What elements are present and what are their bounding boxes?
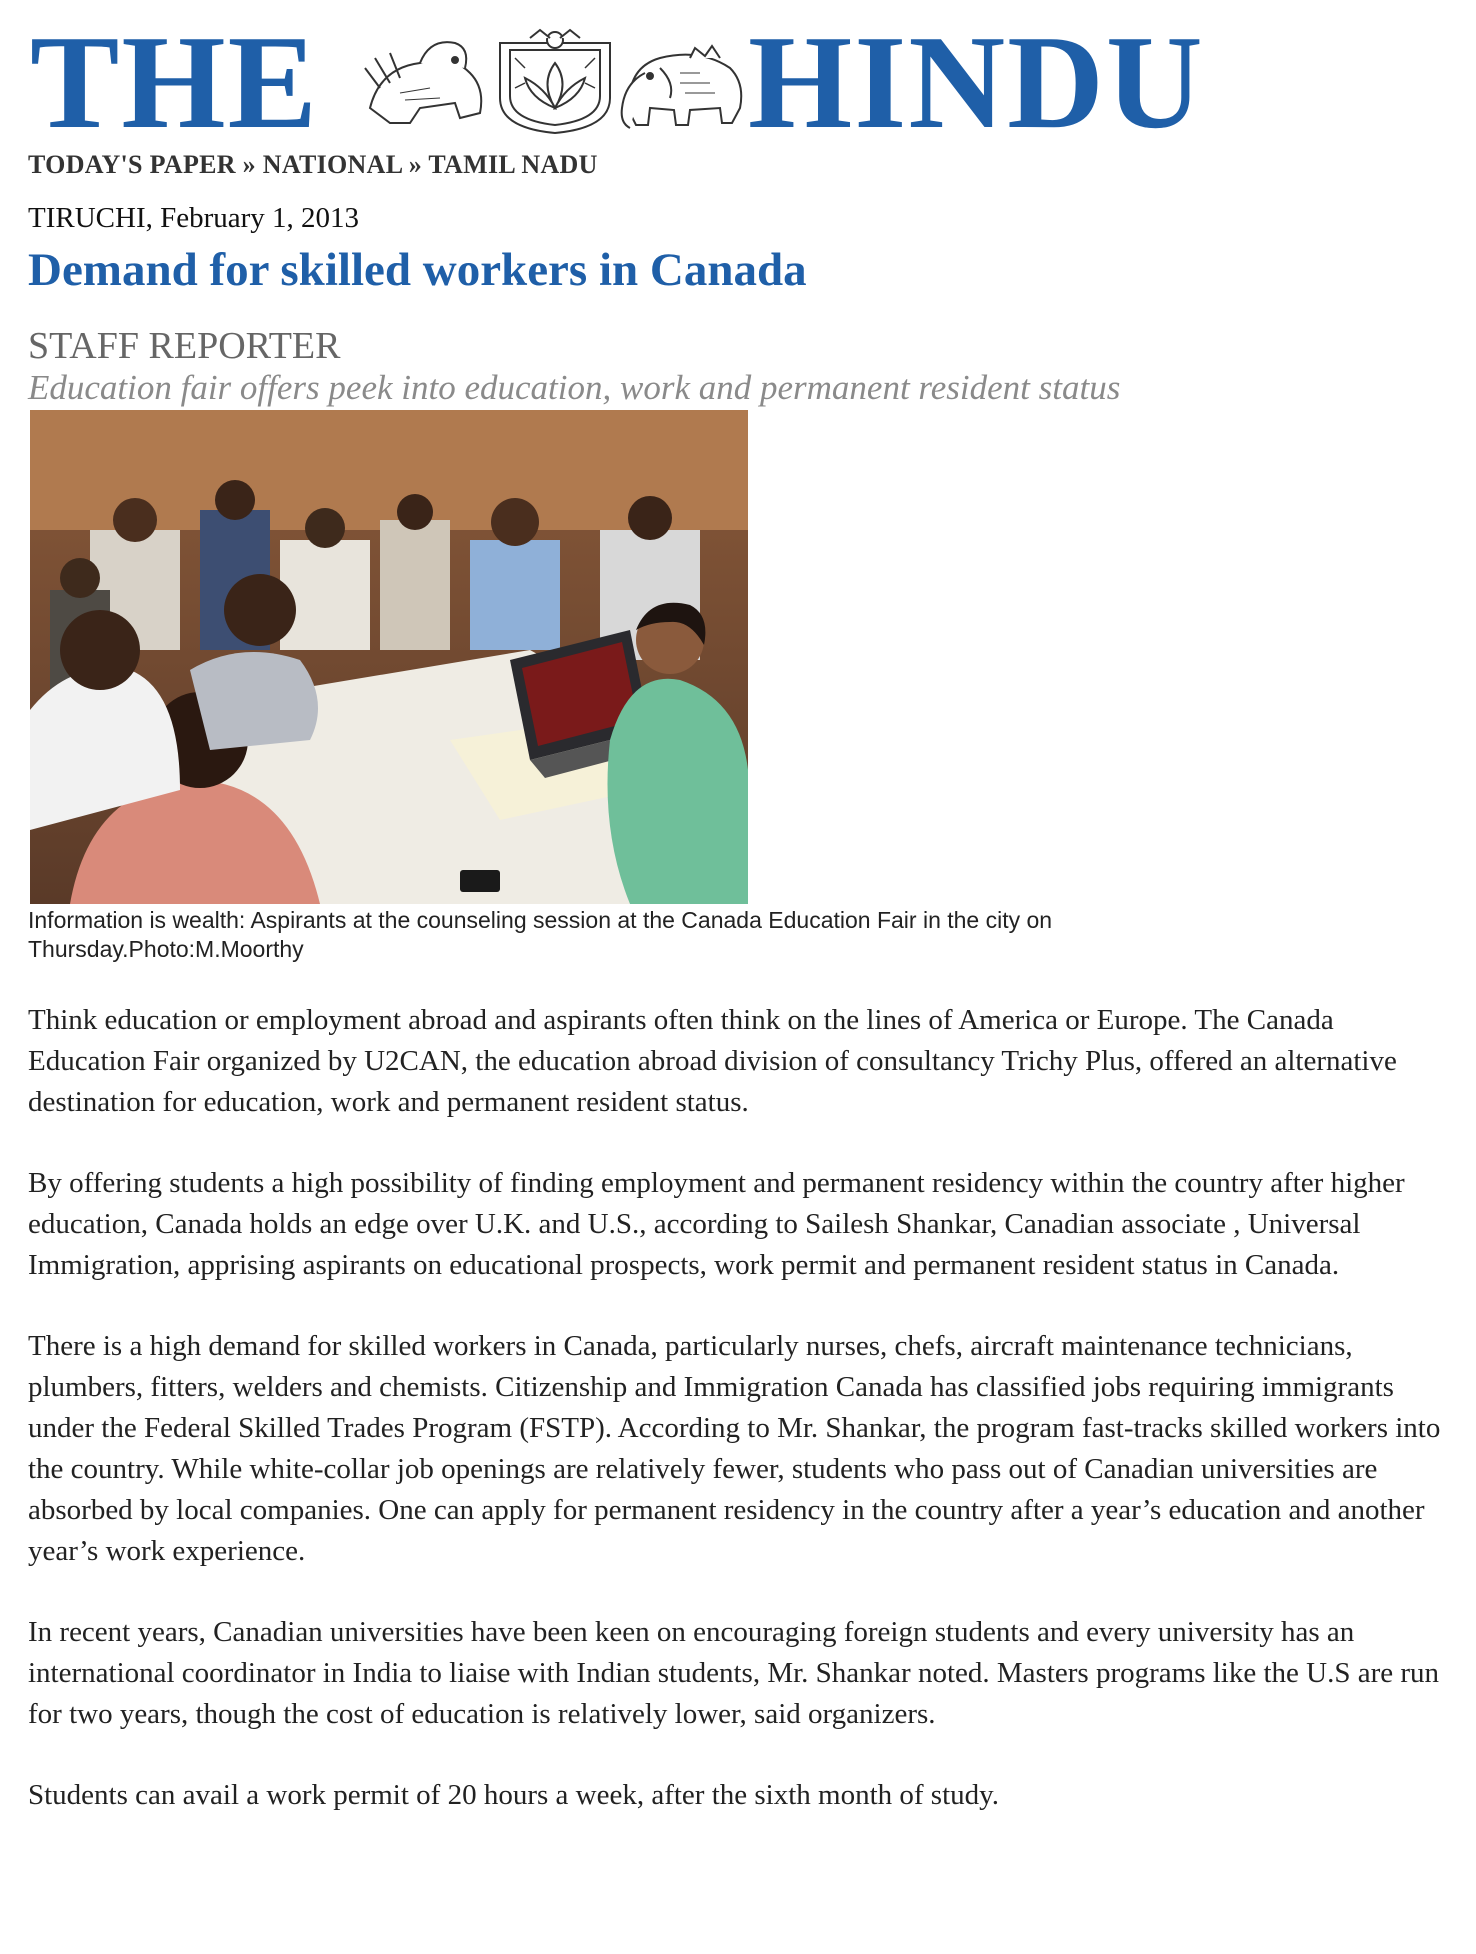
masthead-hindu: HINDU <box>748 8 1205 156</box>
photo-caption: Information is wealth: Aspirants at the counseling session at the Canada Education Fair in the city on Thursday.Photo:M.Moorthy <box>28 907 1053 962</box>
masthead-the: THE <box>30 8 319 156</box>
dateline: TIRUCHI, February 1, 2013 <box>28 202 360 234</box>
article-paragraph: There is a high demand for skilled workers in Canada, particularly nurses, chefs, aircraft maintenance technicians, plumbers, fitters, welders and chemists. Citizenship and Immigration Canada has classified jobs requiring immigrants under the Federal Skilled Trades Program (FSTP). According to Mr. Shankar, the program fast-tracks skilled workers into the country. While white-collar job openings are relatively fewer, students who pass out of Canadian universities are absorbed by local companies. One can apply for permanent residency in the country after a year’s education and another year’s work experience. <box>28 1330 1441 1567</box>
article-headline: Demand for skilled workers in Canada <box>28 244 807 296</box>
article-paragraph: By offering students a high possibility of finding employment and permanent residency within the country after higher education, Canada holds an edge over U.K. and U.S., according to Sailesh Shankar, Canadian associate , Universal Immigration, apprising aspirants on educational prospects, work permit and permanent resident status in Canada. <box>28 1167 1405 1281</box>
article-body <box>28 1000 1448 1856</box>
article-photo <box>30 410 748 904</box>
standfirst: Education fair offers peek into education, work and permanent resident status <box>28 368 1121 407</box>
masthead <box>30 8 1230 156</box>
counseling-session-photo-icon <box>30 410 748 904</box>
byline: STAFF REPORTER <box>28 325 341 367</box>
breadcrumb[interactable]: TODAY'S PAPER » NATIONAL » TAMIL NADU <box>28 150 598 179</box>
lion-lotus-elephant-emblem-icon <box>360 28 750 138</box>
article-paragraph: Think education or employment abroad and aspirants often think on the lines of America or Europe. The Canada Education Fair organized by U2CAN, the education abroad division of consultancy Trichy Plus, offered an alternative destination for education, work and permanent resident status. <box>28 1004 1397 1118</box>
article-paragraph: In recent years, Canadian universities have been keen on encouraging foreign students and every university has an international coordinator in India to liaise with Indian students, Mr. Shankar noted. Masters programs like the U.S are run for two years, though the cost of education is relatively lower, said organizers. <box>28 1616 1440 1730</box>
article-paragraph: Students can avail a work permit of 20 hours a week, after the sixth month of study. <box>28 1779 1000 1811</box>
